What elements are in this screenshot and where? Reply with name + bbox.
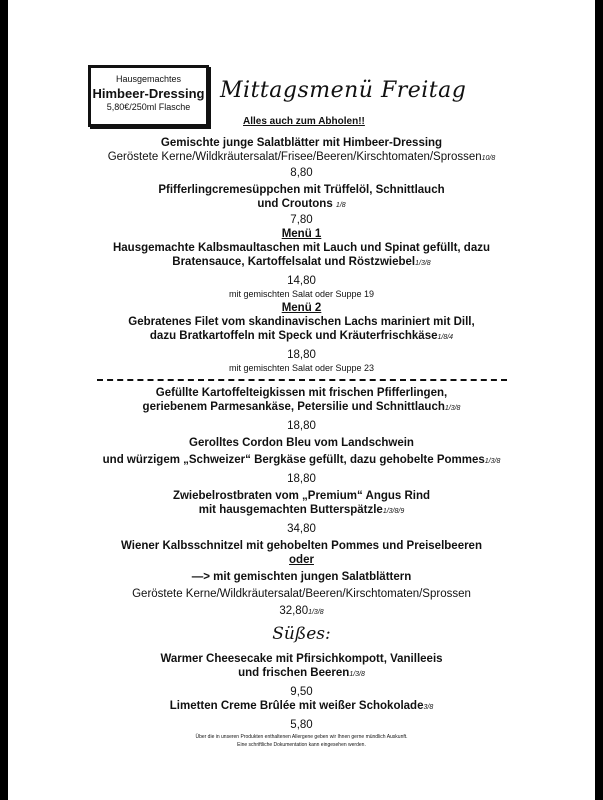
zwiebel-ref: 1/3/8/9 xyxy=(382,508,405,515)
sweets-heading: Süßes: xyxy=(272,624,331,644)
cordon-line-2-text: und würzigem „Schweizer“ Bergkäse gefüllt, dazu gehobelte Pommes xyxy=(102,454,485,466)
salad-title: Gemischte junge Salatblätter mit Himbeer-Dressing xyxy=(160,137,443,149)
page-subtitle: Alles auch zum Abholen!! xyxy=(243,116,365,127)
creme-ref: 3/8 xyxy=(423,704,434,711)
menu1-ref: 1/3/8 xyxy=(415,260,431,267)
dressing-badge xyxy=(88,65,209,127)
creme-price: 5,80 xyxy=(290,719,313,731)
zwiebel-line-2-text: mit hausgemachten Butterspätzle xyxy=(198,504,383,516)
soup-line-1: Pfifferlingcremesüppchen mit Trüffelöl, Schnittlauch xyxy=(158,184,445,196)
schnitzel-ref: 1/3/8 xyxy=(308,609,324,616)
schnitzel-line-1: Wiener Kalbsschnitzel mit gehobelten Pommes und Preiselbeeren xyxy=(121,540,482,552)
schnitzel-line-2: —> mit gemischten jungen Salatblättern xyxy=(191,571,412,583)
menu2-note: mit gemischten Salat oder Suppe 23 xyxy=(228,363,375,373)
cheesecake-line-2 xyxy=(8,666,595,682)
cordon-ref: 1/3/8 xyxy=(484,458,501,465)
menu1-heading: Menü 1 xyxy=(281,228,322,240)
menu1-note: mit gemischten Salat oder Suppe 19 xyxy=(228,289,375,299)
zwiebel-price: 34,80 xyxy=(287,523,316,535)
badge-line-2: Himbeer-Dressing xyxy=(92,86,205,101)
schnitzel-desc: Geröstete Kerne/Wildkräutersalat/Beeren/Kirschtomaten/Sprossen xyxy=(132,588,471,600)
zwiebel-line-1: Zwiebelrostbraten vom „Premium“ Angus Rind xyxy=(172,490,431,502)
menu1-line-2 xyxy=(8,255,595,271)
cheesecake-price: 9,50 xyxy=(290,686,313,698)
schnitzel-or: oder xyxy=(289,554,314,566)
allergen-note-1: Über die in unseren Produkten enthaltenen Allergene geben wir Ihnen gerne mündlich Auskunft. xyxy=(195,734,408,740)
soup-price: 7,80 xyxy=(290,214,313,226)
salad-price: 8,80 xyxy=(290,167,313,179)
kissen-price: 18,80 xyxy=(287,420,316,432)
menu2-line-2-text: dazu Bratkartoffeln mit Speck und Kräuterfrischkäse xyxy=(149,330,438,342)
menu2-ref: 1/8/4 xyxy=(437,334,454,341)
badge-line-3: 5,80€/250ml Flasche xyxy=(106,102,191,112)
cordon-line-1: Gerolltes Cordon Bleu vom Landschwein xyxy=(189,437,414,449)
menu2-price: 18,80 xyxy=(287,349,316,361)
salad-desc xyxy=(8,150,595,166)
schnitzel-price-row xyxy=(8,604,595,620)
creme-line-1 xyxy=(8,699,595,715)
cordon-line-2 xyxy=(8,453,595,469)
menu1-line-2-text: Bratensauce, Kartoffelsalat und Röstzwiebel xyxy=(172,256,416,268)
menu-page xyxy=(8,0,595,800)
menu-list xyxy=(8,136,595,748)
zwiebel-line-2 xyxy=(8,503,595,519)
allergen-note-2: Eine schriftliche Dokumentation kann eingesehen werden. xyxy=(237,742,366,748)
soup-ref: 1/8 xyxy=(335,202,346,209)
soup-line-2-text: und Croutons xyxy=(257,198,333,210)
kissen-ref: 1/3/8 xyxy=(444,405,461,412)
menu1-line-1: Hausgemachte Kalbsmaultaschen mit Lauch und Spinat gefüllt, dazu xyxy=(112,242,490,254)
cheesecake-line-2-text: und frischen Beeren xyxy=(238,667,350,679)
creme-line-1-text: Limetten Creme Brûlée mit weißer Schokolade xyxy=(169,700,424,712)
badge-line-1: Hausgemachtes xyxy=(115,74,182,84)
page-title: Mittagsmenü Freitag xyxy=(220,78,467,103)
cheesecake-line-1: Warmer Cheesecake mit Pfirsichkompott, Vanilleeis xyxy=(160,653,443,665)
salad-ref: 10/8 xyxy=(481,155,496,162)
kissen-line-2 xyxy=(8,400,595,416)
soup-line-2 xyxy=(8,197,595,213)
salad-desc-text: Geröstete Kerne/Wildkräutersalat/Frisee/Beeren/Kirschtomaten/Sprossen xyxy=(107,151,482,163)
menu2-heading: Menü 2 xyxy=(281,302,322,314)
dashed-divider xyxy=(97,379,507,381)
schnitzel-price: 32,80 xyxy=(279,605,309,617)
menu2-line-2 xyxy=(8,329,595,345)
menu2-line-1: Gebratenes Filet vom skandinavischen Lachs mariniert mit Dill, xyxy=(128,316,475,328)
kissen-line-1: Gefüllte Kartoffelteigkissen mit frischen Pfifferlingen, xyxy=(155,387,448,399)
kissen-line-2-text: geriebenem Parmesankäse, Petersilie und Schnittlauch xyxy=(142,401,445,413)
cheesecake-ref: 1/3/8 xyxy=(349,671,365,678)
cordon-price: 18,80 xyxy=(287,473,316,485)
menu1-price: 14,80 xyxy=(287,275,316,287)
